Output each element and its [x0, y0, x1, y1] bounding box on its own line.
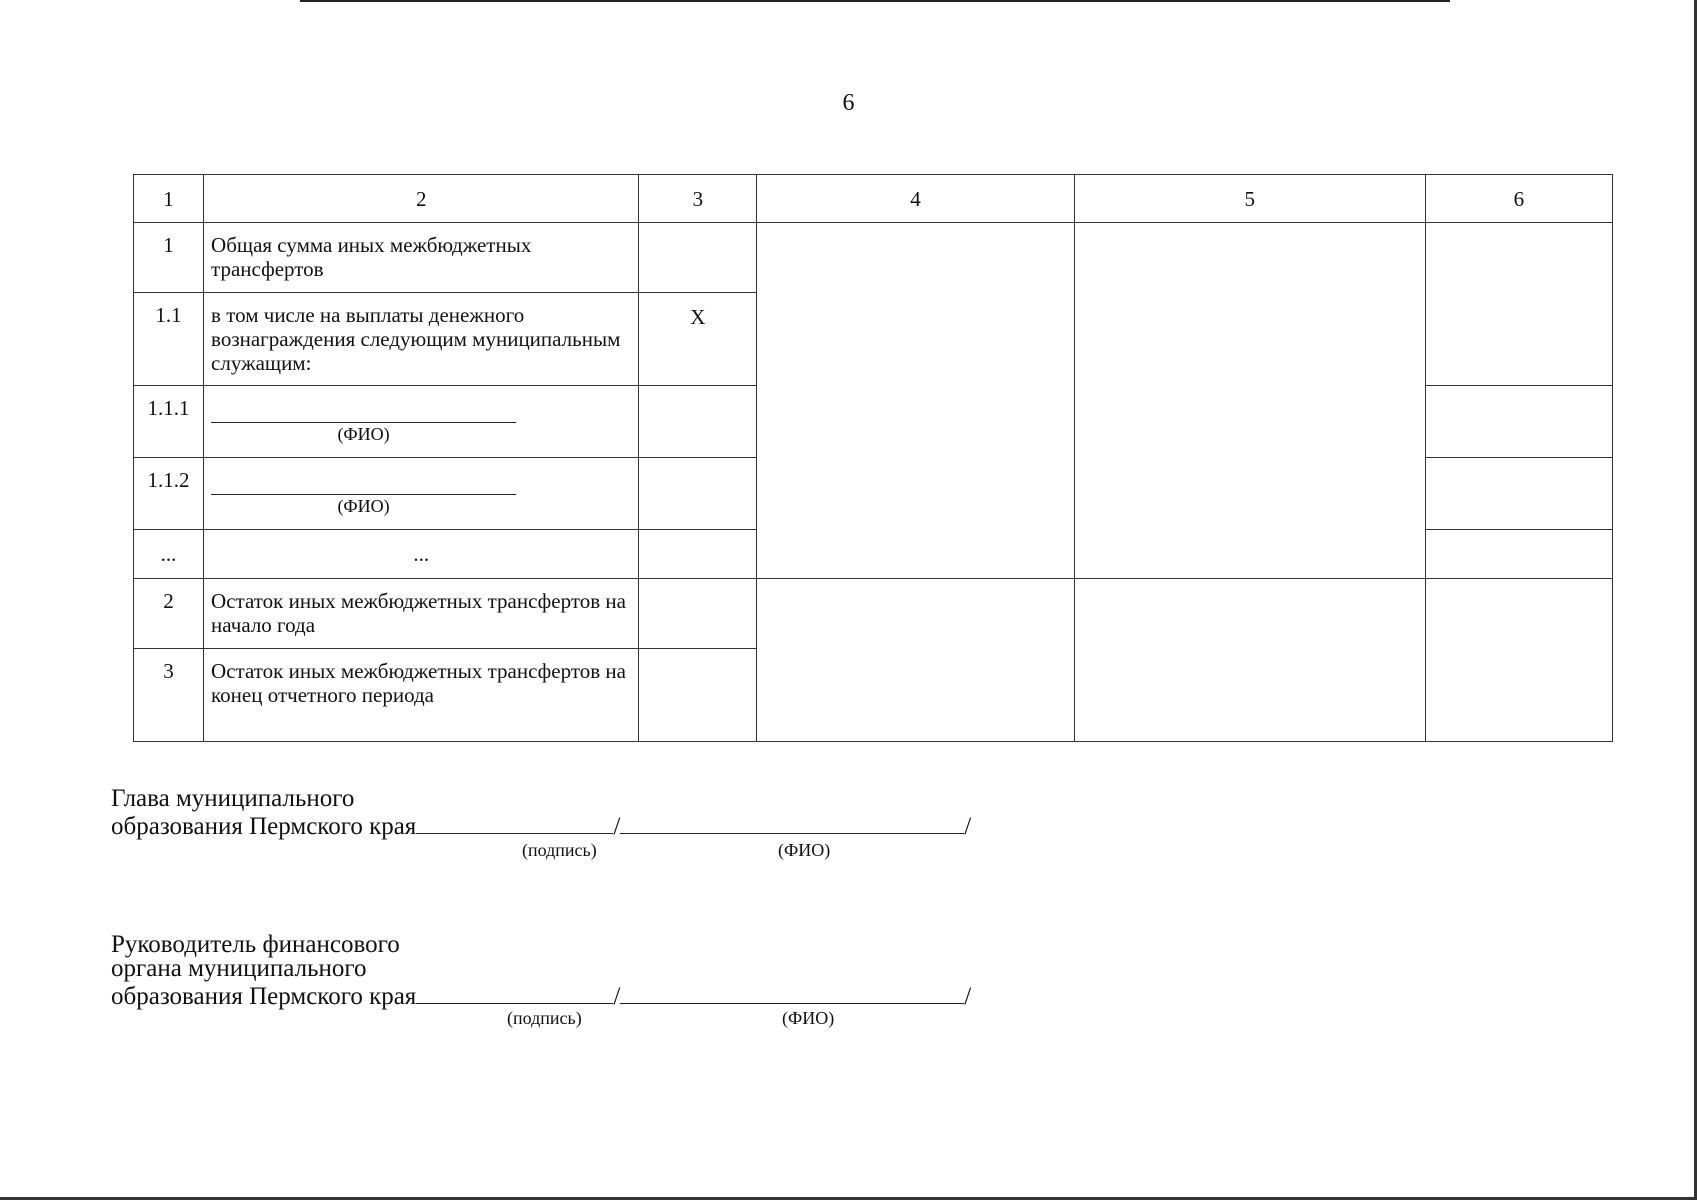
- slash-separator: /: [613, 983, 621, 1010]
- report-table: [133, 174, 1613, 742]
- name-blank: [620, 981, 964, 1004]
- cell-col-4-merged: [757, 223, 1074, 579]
- fio-field: [204, 458, 639, 530]
- signature-blank: [416, 981, 613, 1004]
- row-label: Остаток иных межбюджетных трансфертов на конец отчетного периода: [204, 649, 639, 742]
- table-row-balance-start: [134, 579, 1613, 649]
- cell-col-6-merged: [1425, 223, 1612, 386]
- row-number: 1: [134, 223, 204, 293]
- table-header-row: [134, 175, 1613, 223]
- signature-caption: (подпись): [507, 1008, 582, 1028]
- fio-blank-line: [211, 468, 516, 495]
- cell-col-6: [1425, 386, 1612, 458]
- header-col-3: 3: [639, 175, 757, 223]
- signature-caption: (подпись): [522, 840, 597, 860]
- row-number: 1.1: [134, 293, 204, 386]
- slash-separator: /: [964, 983, 972, 1010]
- cell-col-6-merged: [1425, 579, 1612, 742]
- row-label: ...: [204, 530, 639, 579]
- row-label: Общая сумма иных межбюджетных трансфертов: [204, 223, 639, 293]
- name-blank: [620, 811, 964, 834]
- row-label: Остаток иных межбюджетных трансфертов на начало года: [204, 579, 639, 649]
- cell-col-6: [1425, 530, 1612, 579]
- fio-field: [204, 386, 639, 458]
- cell-col-5-merged: [1074, 223, 1425, 579]
- cell-col-5-merged: [1074, 579, 1425, 742]
- signature-block-head: [111, 787, 971, 839]
- signature-blank: [416, 811, 613, 834]
- header-col-6: 6: [1425, 175, 1612, 223]
- signer-title-line-2: органа муниципального: [111, 955, 367, 982]
- scan-border-top: [300, 0, 1450, 2]
- fio-caption: (ФИО): [337, 424, 390, 444]
- cell-col-3: [639, 223, 757, 293]
- header-col-5: 5: [1074, 175, 1425, 223]
- name-caption: (ФИО): [778, 840, 831, 860]
- cell-col-3: [639, 530, 757, 579]
- cell-col-4-merged: [757, 579, 1074, 742]
- slash-separator: /: [613, 813, 621, 840]
- row-number: ...: [134, 530, 204, 579]
- signer-title-line-2: [111, 811, 971, 839]
- cell-col-3: [639, 458, 757, 530]
- page-number: 6: [842, 90, 855, 116]
- fio-caption: (ФИО): [337, 496, 390, 516]
- name-caption: (ФИО): [782, 1008, 835, 1028]
- signer-title-line-1: Глава муниципального: [111, 785, 355, 812]
- row-number: 2: [134, 579, 204, 649]
- fio-blank-line: [211, 396, 516, 423]
- cell-col-6: [1425, 458, 1612, 530]
- row-number: 1.1.1: [134, 386, 204, 458]
- header-col-1: 1: [134, 175, 204, 223]
- row-number: 1.1.2: [134, 458, 204, 530]
- signer-title-text: образования Пермского края: [111, 983, 417, 1010]
- header-col-2: 2: [204, 175, 639, 223]
- row-number: 3: [134, 649, 204, 742]
- signer-title-line-3: [111, 981, 971, 1009]
- slash-separator: /: [964, 813, 972, 840]
- cell-col-3: [639, 579, 757, 649]
- signer-title-text: образования Пермского края: [111, 813, 417, 840]
- table-row-total: [134, 223, 1613, 293]
- signature-block-finance: [111, 933, 971, 1009]
- not-applicable-mark: Х: [639, 293, 757, 386]
- header-col-4: 4: [757, 175, 1074, 223]
- signer-title-line-1: Руководитель финансового: [111, 931, 400, 958]
- cell-col-3: [639, 649, 757, 742]
- cell-col-3: [639, 386, 757, 458]
- row-label: в том числе на выплаты денежного вознаграждения следующим муниципальным служащим:: [204, 293, 639, 386]
